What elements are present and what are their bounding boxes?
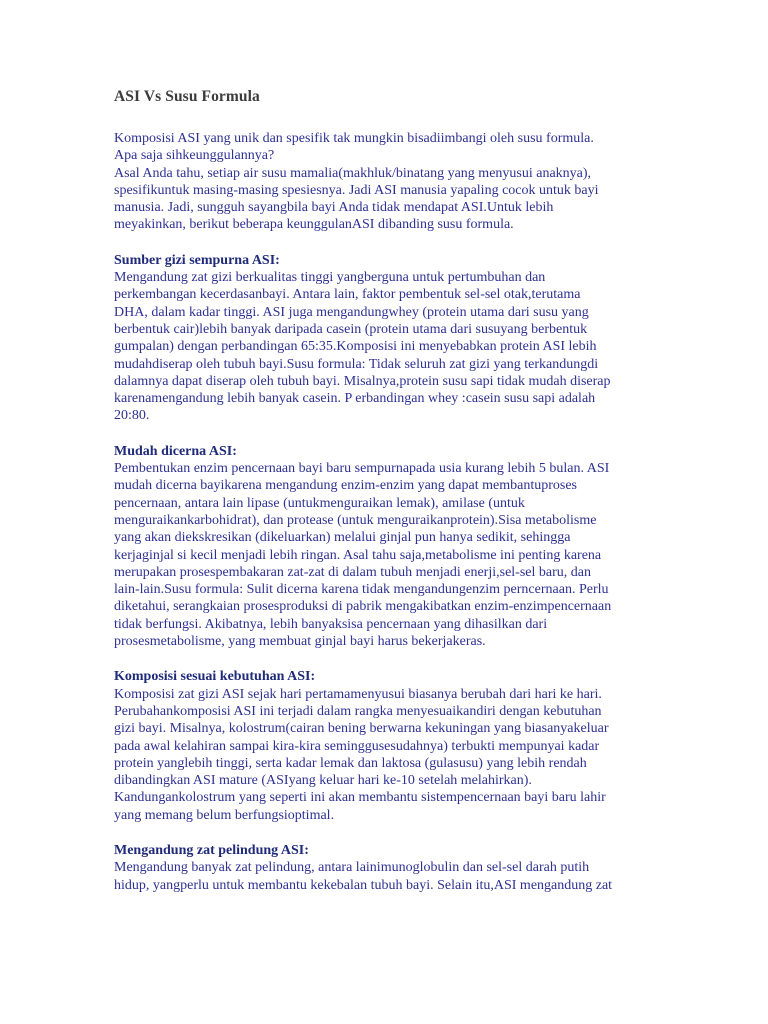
body-line: perkembangan kecerdasanbayi. Antara lain, faktor pembentuk sel-sel otak,terutama xyxy=(114,287,581,303)
body-line: mudahdiserap oleh tubuh bayi.Susu formula: Tidak seluruh zat gizi yang terkandungdi xyxy=(114,356,599,372)
body-line: Kandungankolostrum yang seperti ini akan membantu sistempencernaan bayi baru lahir xyxy=(114,790,606,806)
document-title: ASI Vs Susu Formula xyxy=(114,88,260,105)
intro-line: Asal Anda tahu, setiap air susu mamalia(makhluk/binatang yang menyusui anaknya), xyxy=(114,165,592,181)
body-line: yang memang belum berfungsioptimal. xyxy=(114,807,335,823)
body-line: kerjaginjal si kecil menjadi lebih ringan. Asal tahu saja,metabolisme ini penting karena xyxy=(114,547,602,563)
document-page xyxy=(114,88,662,894)
body-line: dibandingkan ASI mature (ASIyang keluar hari ke-10 setelah melahirkan). xyxy=(114,773,532,789)
intro-line: Apa saja sihkeunggulannya? xyxy=(114,148,275,164)
body-line: Pembentukan enzim pencernaan bayi baru sempurnapada usia kurang lebih 5 bulan. ASI xyxy=(114,461,610,477)
section-komposisi-sesuai xyxy=(114,668,662,824)
section-body xyxy=(114,686,662,824)
body-line: karenamengandung lebih banyak casein. P erbandingan whey :casein susu sapi adalah xyxy=(114,391,596,407)
body-line: menguraikankarbohidrat), dan protease (untuk menguraikanprotein).Sisa metabolisme xyxy=(114,512,597,528)
body-line: Komposisi zat gizi ASI sejak hari pertamamenyusui biasanya berubah dari hari ke hari. xyxy=(114,686,602,702)
body-line: gumpalan) dengan perbandingan 65:35.Komposisi ini menyebabkan protein ASI lebih xyxy=(114,339,597,355)
section-heading: Komposisi sesuai kebutuhan ASI: xyxy=(114,669,316,685)
section-heading: Mengandung zat pelindung ASI: xyxy=(114,842,309,858)
body-line: pencernaan, antara lain lipase (untukmenguraikan lemak), amilase (untuk xyxy=(114,495,525,511)
body-line: dalamnya dapat diserap oleh tubuh bayi. Misalnya,protein susu sapi tidak mudah diserap xyxy=(114,373,611,389)
body-line: DHA, dalam kadar tinggi. ASI juga mengandungwhey (protein utama dari susu yang xyxy=(114,304,589,320)
section-heading: Mudah dicerna ASI: xyxy=(114,443,237,459)
body-line: Perubahankomposisi ASI ini terjadi dalam rangka menyesuaikandiri dengan kebutuhan xyxy=(114,703,602,719)
intro-line: Komposisi ASI yang unik dan spesifik tak mungkin bisadiimbangi oleh susu formula. xyxy=(114,131,594,146)
body-line: diketahui, serangkaian prosesproduksi di pabrik mengakibatkan enzim-enzimpencernaan xyxy=(114,599,612,615)
intro-line: spesifikuntuk masing-masing spesiesnya. Jadi ASI manusia yapaling cocok untuk bayi xyxy=(114,182,599,198)
intro-paragraph xyxy=(114,130,662,234)
body-line: mudah dicerna bayikarena mengandung enzim-enzim yang dapat membantuproses xyxy=(114,478,577,494)
body-line: Mengandung zat gizi berkualitas tinggi yangberguna untuk pertumbuhan dan xyxy=(114,270,546,286)
intro-line: meyakinkan, berikut beberapa keunggulanASI dibanding susu formula. xyxy=(114,217,514,233)
body-line: lain-lain.Susu formula: Sulit dicerna karena tidak mengandungenzim perncernaan. Perlu xyxy=(114,582,609,598)
section-body xyxy=(114,269,662,425)
body-line: berbentuk cair)lebih banyak daripada casein (protein utama dari susuyang berbentuk xyxy=(114,321,588,337)
body-line: Mengandung banyak zat pelindung, antara lainimunoglobulin dan sel-sel darah putih xyxy=(114,860,590,876)
body-line: gizi bayi. Misalnya, kolostrum(cairan bening berwarna kekuningan yang biasanyakeluar xyxy=(114,721,609,737)
section-heading: Sumber gizi sempurna ASI: xyxy=(114,252,280,268)
section-body xyxy=(114,460,662,650)
section-zat-pelindung xyxy=(114,842,662,894)
body-line: protein yanglebih tinggi, serta kadar lemak dan laktosa (gulasusu) yang lebih rendah xyxy=(114,755,587,771)
body-line: tidak berfungsi. Akibatnya, lebih banyaksisa pencernaan yang dihasilkan dari xyxy=(114,616,548,632)
body-line: hidup, yangperlu untuk membantu kekebalan tubuh bayi. Selain itu,ASI mengandung zat xyxy=(114,877,613,893)
section-mudah-dicerna xyxy=(114,443,662,651)
body-line: yang akan diekskresikan (dikeluarkan) melalui ginjal pun hanya sedikit, sehingga xyxy=(114,530,571,546)
body-line: merupakan prosespembakaran zat-zat di dalam tubuh menjadi enerji,sel-sel baru, dan xyxy=(114,564,591,580)
body-line: pada awal kelahiran sampai kira-kira seminggusesudahnya) terbukti mempunyai kadar xyxy=(114,738,600,754)
section-sumber-gizi xyxy=(114,252,662,425)
body-line: 20:80. xyxy=(114,408,150,424)
intro-line: manusia. Jadi, sungguh sayangbila bayi Anda tidak mendapat ASI.Untuk lebih xyxy=(114,200,554,216)
body-line: prosesmetabolisme, yang membuat ginjal bayi harus bekerjakeras. xyxy=(114,634,486,650)
section-body xyxy=(114,859,662,894)
